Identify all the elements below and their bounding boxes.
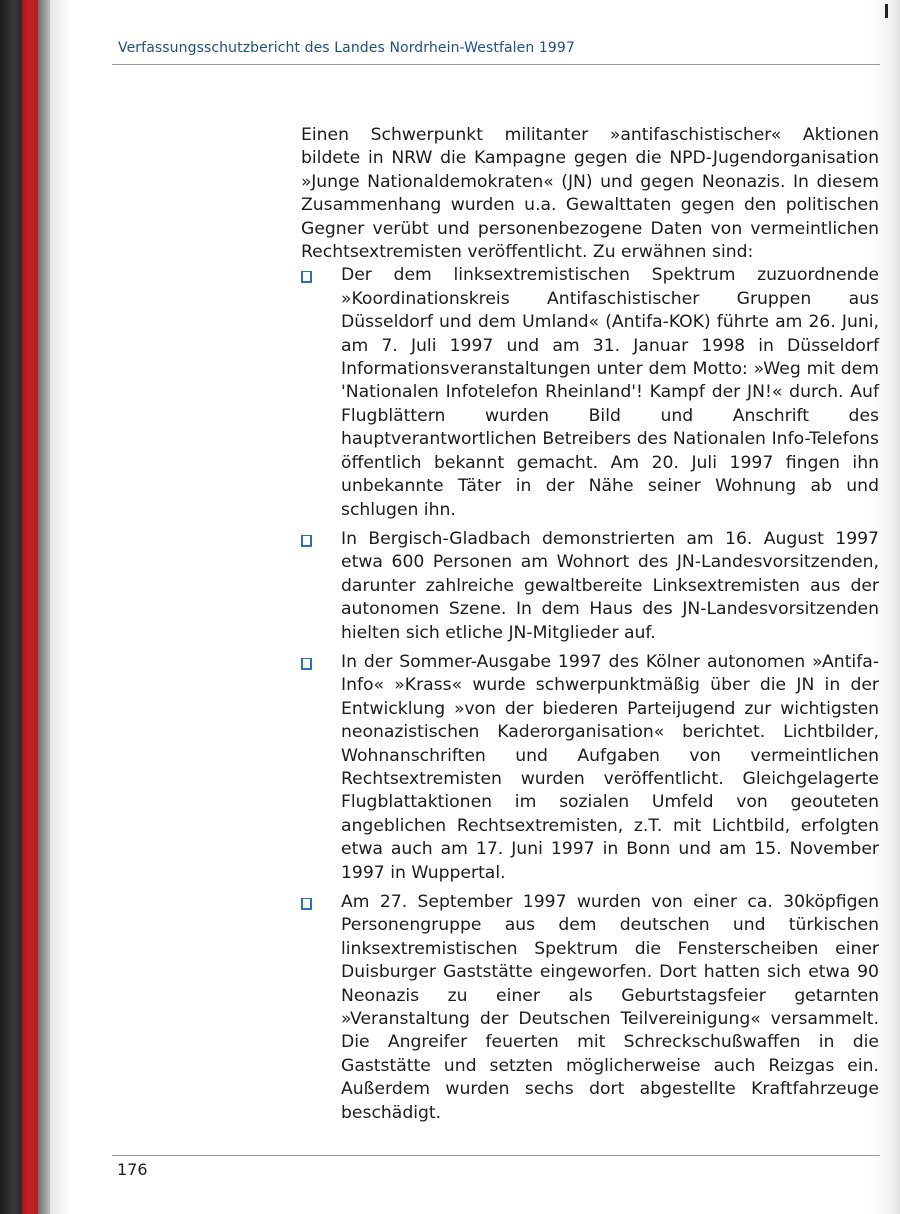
- checkbox-square-icon: [301, 658, 312, 670]
- list-item: [301, 891, 879, 1125]
- list-item: [301, 264, 879, 521]
- binding-edge-dark: [0, 0, 22, 1214]
- checkbox-square-icon: [301, 271, 312, 283]
- page-number: 176: [117, 1160, 148, 1179]
- footer-rule: [112, 1155, 880, 1156]
- checkbox-square-icon: [301, 898, 312, 910]
- intro-paragraph: Einen Schwerpunkt militanter »antifaschistischer« Aktionen bildete in NRW die Kampagne gegen die NPD-Jugendorganisation »Junge Nationaldemokraten« (JN) und gegen Neonazis. In diesem Zusammenhang wurden u.a. Gewalttaten gegen den politischen Gegner verübt und personenbezogene Daten von vermeintlichen Rechtsextremisten veröffentlicht. Zu erwähnen sind:: [301, 125, 879, 263]
- binding-edge-shadow: [50, 0, 72, 1214]
- bullet-list: [301, 264, 879, 1125]
- checkbox-square-icon: [301, 535, 312, 547]
- list-item: [301, 651, 879, 885]
- binding-edge-gray: [38, 0, 50, 1214]
- scan-corner-mark: [885, 4, 888, 18]
- list-item-text: In der Sommer-Ausgabe 1997 des Kölner autonomen »Antifa-Info« »Krass« wurde schwerpunktmäßig über die JN in der Entwicklung »von der biederen Parteijugend zur wichtigsten neonazistischen Kaderorganisation« berichtet. Lichtbilder, Wohnanschriften und Aufgaben von vermeintlichen Rechtsextremisten wurden veröffentlicht. Gleichgelagerte Flugblattaktionen im sozialen Umfeld von geouteten angeblichen Rechtsextremisten, z.T. mit Lichtbild, erfolgten etwa auch am 17. Juni 1997 in Bonn und am 15. November 1997 in Wuppertal.: [341, 651, 879, 883]
- list-item-text: Am 27. September 1997 wurden von einer ca. 30köpfigen Personengruppe aus dem deutschen und türkischen linksextremistischen Spektrum die Fensterscheiben einer Duisburger Gaststätte eingeworfen. Dort hatten sich etwa 90 Neonazis zu einer als Geburtstagsfeier getarnten »Veranstaltung der Deutschen Teilvereinigung« versammelt. Die Angreifer feuerten mit Schreckschußwaffen in die Gaststätte und setzten möglicherweise auch Reizgas ein. Außerdem wurden sechs dort abgestellte Kraftfahrzeuge beschädigt.: [341, 892, 879, 1123]
- binding-edge-red: [22, 0, 38, 1214]
- list-item-text: In Bergisch-Gladbach demonstrierten am 16. August 1997 etwa 600 Personen am Wohnort des JN-Landesvorsitzenden, darunter zahlreiche gewaltbereite Linksextremisten aus der autonomen Szene. In dem Haus des JN-Landesvorsitzenden hielten sich etliche JN-Mitglieder auf.: [341, 528, 879, 643]
- page-content: [301, 124, 879, 1131]
- list-item: [301, 528, 879, 645]
- list-item-text: Der dem linksextremistischen Spektrum zuzuordnende »Koordinationskreis Antifaschistischer Gruppen aus Düsseldorf und dem Umland« (Antifa-KOK) führte am 26. Juni, am 7. Juli 1997 und am 31. Januar 1998 in Düsseldorf Informationsveranstaltungen unter dem Motto: »Weg mit dem 'Nationalen Infotelefon Rheinland'! Kampf der JN!« durch. Auf Flugblättern wurden Bild und Anschrift des hauptverantwortlichen Betreibers des Nationalen Info-Telefons öffentlich bekannt gemacht. Am 20. Juli 1997 fingen ihn unbekannte Täter in der Nähe seiner Wohnung ab und schlugen ihn.: [341, 265, 879, 520]
- header-rule: [112, 64, 880, 65]
- running-header: Verfassungsschutzbericht des Landes Nordrhein-Westfalen 1997: [118, 40, 575, 56]
